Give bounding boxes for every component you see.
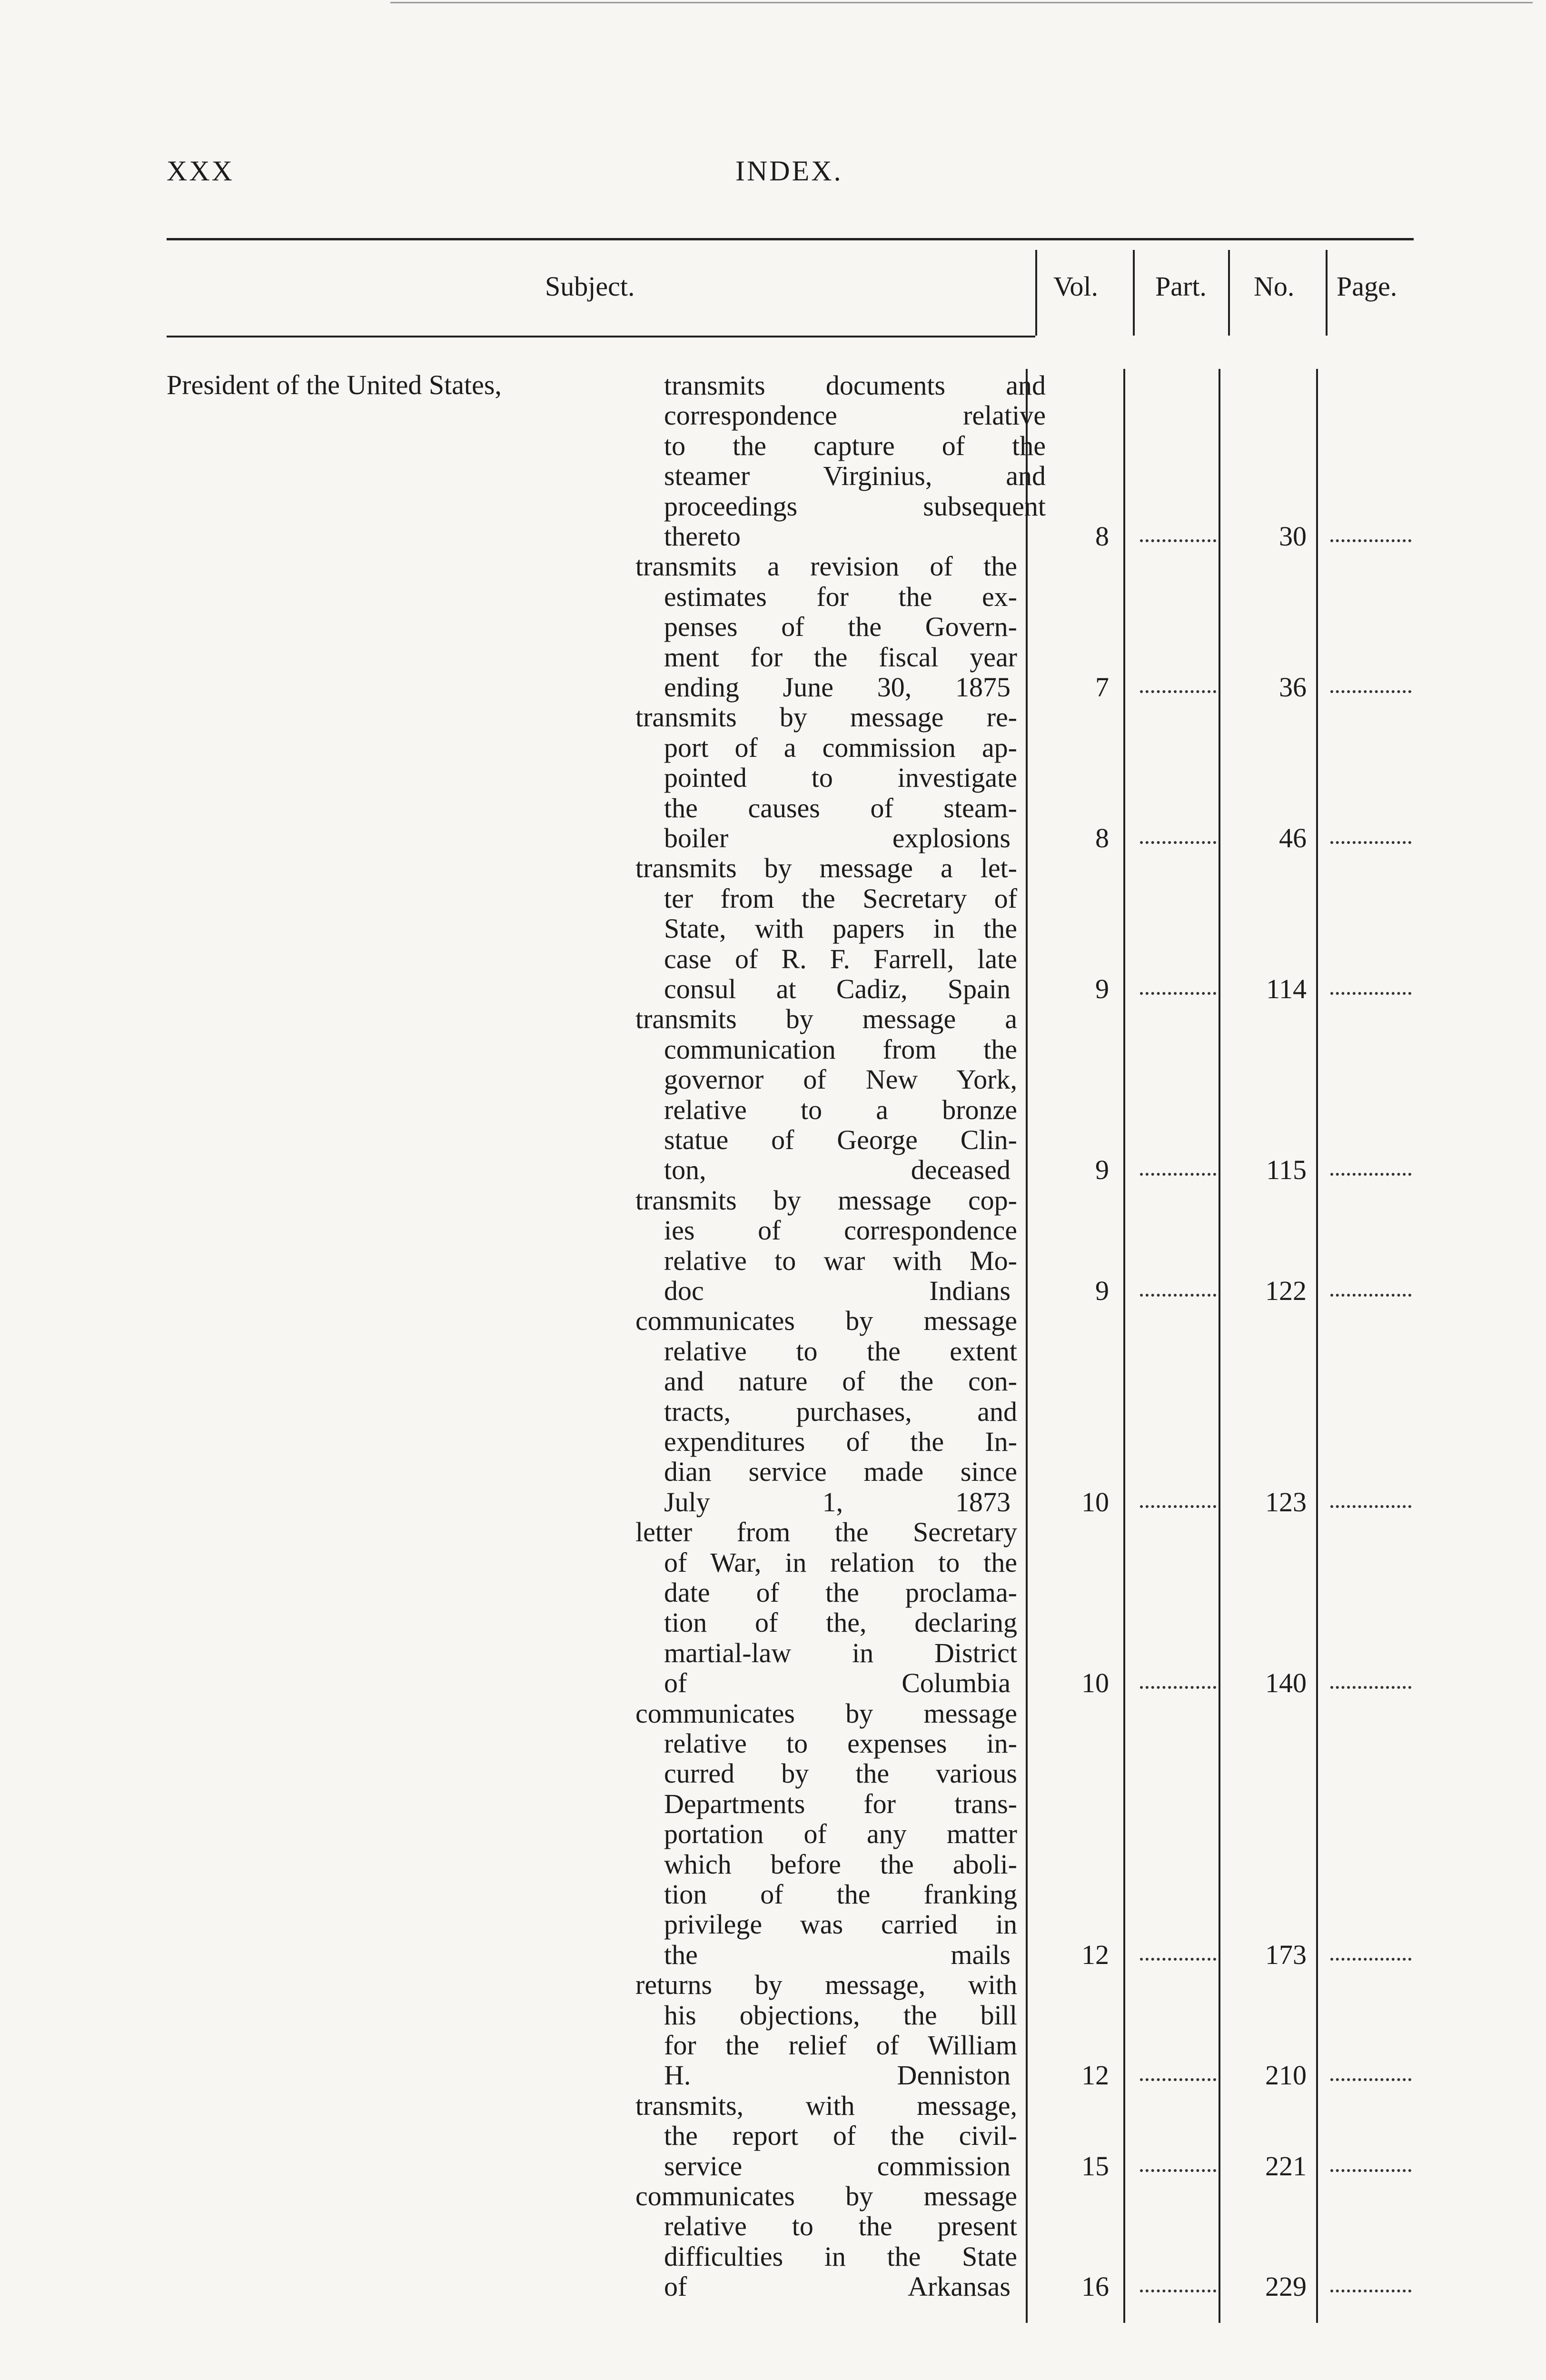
entry-line: governor of New York, [664,1064,1017,1095]
page-dot-leader [1330,1294,1411,1297]
page-top-rule [390,2,1533,3]
entry-line: tracts, purchases, and [664,1396,1017,1427]
entry-line: portation of any matter [664,1818,1017,1850]
entry-line: tion of the, declaring [664,1607,1017,1638]
entry-line: communicates by message [635,1305,1017,1337]
entry-line: case of R. F. Farrell, late [664,943,1017,974]
entry-line: ter from the Secretary of [664,883,1017,914]
entry-line: letter from the Secretary [635,1517,1017,1548]
entry-subject [635,853,1017,1004]
page-dot-leader [1330,1173,1411,1176]
entry-line: privilege was carried in [664,1909,1017,1940]
part-dot-leader [1140,1505,1216,1508]
entry-line: returns by message, with [635,1969,1017,2001]
entry-line: for the relief of William [664,2030,1017,2061]
entry-line: date of the proclama- [664,1577,1017,1608]
entry-line: ies of correspondence [664,1215,1017,1246]
entry-line [664,672,1017,702]
column-divider-no [1326,250,1328,336]
entry-vol: 8 [1095,521,1109,552]
entry-line: transmits by message a let- [635,853,1017,884]
entry-line: communicates by message [635,2181,1017,2211]
entry-line: communicates by message [635,1697,1017,1729]
part-dot-leader [1140,1294,1216,1297]
entry-line-text: of Arkansas [664,2271,1011,2302]
entry-line-text: ending June 30, 1875 [664,672,1011,703]
column-divider-no-body [1316,369,1318,2323]
entry-vol: 9 [1095,1154,1109,1186]
entry-line [664,1668,1017,1698]
entry-vol: 9 [1095,973,1109,1004]
entry-line: State, with papers in the [664,913,1017,944]
entry-line: transmits by message re- [635,702,1017,733]
column-header-page: Page. [1337,271,1397,302]
entry-no: 140 [1265,1667,1307,1699]
entry-line: relative to a bronze [664,1094,1017,1125]
entry-line-text: ton, deceased [664,1154,1011,1186]
entry-vol: 12 [1081,2060,1109,2091]
entry-no: 122 [1265,1275,1307,1306]
entry-no: 221 [1265,2150,1307,2182]
entry-line [664,1155,1017,1185]
part-dot-leader [1140,1686,1216,1689]
entry-line-text: July 1, 1873 [664,1486,1011,1517]
entry-no: 30 [1279,521,1307,552]
entry-no: 114 [1266,973,1307,1004]
entry-line: statue of George Clin- [664,1124,1017,1156]
table-top-rule [167,238,1414,240]
entry-vol: 15 [1081,2150,1109,2182]
entry-line [664,974,1017,1004]
entry-line: difficulties in the State [664,2241,1017,2272]
column-divider-part-body [1219,369,1220,2323]
part-dot-leader [1140,1958,1216,1961]
entry-line-text: service commission [664,2150,1011,2182]
entry-subject [664,370,1046,551]
page-dot-leader [1330,539,1411,542]
column-header-no: No. [1254,271,1295,302]
entry-vol: 10 [1081,1486,1109,1517]
entry-line: which before the aboli- [664,1848,1017,1880]
entry-line [664,2271,1017,2301]
entry-line-text: boiler explosions [664,823,1011,854]
entry-line: proceedings subsequent [664,490,1046,522]
page-dot-leader [1330,2290,1411,2292]
entry-vol: 8 [1095,823,1109,853]
part-dot-leader [1140,539,1216,542]
page-dot-leader [1330,992,1411,995]
entry-line: martial-law in District [664,1637,1017,1668]
entry-line: the causes of steam- [664,792,1017,823]
entry-line: steamer Virginius, and [664,460,1046,492]
page-dot-leader [1330,1505,1411,1508]
entry-line: his objections, the bill [664,1999,1017,2031]
main-entry-heading: President of the United States, [167,369,502,400]
entry-line [664,2060,1017,2090]
part-dot-leader [1140,992,1216,995]
entry-subject [635,1970,1017,2091]
page-dot-leader [1330,2078,1411,2081]
page-folio: XXX [167,155,234,187]
page-dot-leader [1330,841,1411,844]
entry-vol: 9 [1095,1275,1109,1306]
entry-no: 46 [1279,823,1307,853]
entry-subject [635,551,1017,702]
entry-line [664,1487,1017,1517]
entry-line-text: H. Denniston [664,2060,1011,2091]
entry-line: transmits documents and [664,370,1046,401]
entry-line: to the capture of the [664,430,1046,461]
entry-line: and nature of the con- [664,1366,1017,1397]
part-dot-leader [1140,2290,1216,2292]
entry-line: communication from the [664,1033,1017,1065]
entry-no: 115 [1266,1154,1307,1186]
entry-line: estimates for the ex- [664,581,1017,612]
entry-line: transmits by message a [635,1003,1017,1035]
entry-line: ment for the fiscal year [664,641,1017,673]
page-dot-leader [1330,2169,1411,2172]
column-divider-part [1228,250,1230,336]
entry-line [664,521,1046,551]
entry-vol: 16 [1081,2271,1109,2302]
entry-line: relative to expenses in- [664,1728,1017,1759]
entry-line: relative to the present [664,2211,1017,2242]
table-header-rule [167,336,1035,337]
part-dot-leader [1140,1173,1216,1176]
entry-line: expenditures of the In- [664,1426,1017,1458]
entry-line: Departments for trans- [664,1788,1017,1819]
column-header-vol: Vol. [1053,271,1099,302]
entry-line [664,823,1017,853]
column-header-part: Part. [1155,271,1207,302]
entry-subject [635,1185,1017,1306]
page-title: INDEX. [735,155,843,187]
entry-no: 229 [1265,2271,1307,2302]
entry-line: tion of the franking [664,1879,1017,1910]
entry-line: transmits, with message, [635,2090,1017,2121]
column-header-subject: Subject. [545,271,635,302]
entry-subject [635,1004,1017,1185]
entry-line-text: the mails [664,1939,1011,1970]
entry-no: 173 [1265,1939,1307,1970]
entry-vol: 12 [1081,1939,1109,1970]
part-dot-leader [1140,2169,1216,2172]
entry-subject [635,1698,1017,1970]
entry-subject [635,1517,1017,1698]
entry-line: penses of the Govern- [664,611,1017,643]
page-dot-leader [1330,690,1411,693]
entry-line: port of a commission ap- [664,732,1017,763]
entry-line [664,2151,1017,2181]
column-divider-vol [1133,250,1135,336]
entry-line: relative to war with Mo- [664,1245,1017,1276]
entry-line: pointed to investigate [664,762,1017,793]
entry-subject [635,702,1017,853]
entry-no: 123 [1265,1486,1307,1517]
entry-line-text: of Columbia [664,1667,1011,1699]
entry-line-text: consul at Cadiz, Spain [664,973,1011,1005]
entry-line [664,1276,1017,1306]
entry-line: curred by the various [664,1758,1017,1789]
entry-line-text: thereto [664,521,741,552]
entry-line: of War, in relation to the [664,1547,1017,1578]
entry-line: relative to the extent [664,1335,1017,1367]
entry-vol: 7 [1095,672,1109,703]
entry-line [664,1940,1017,1970]
entry-line-text: doc Indians [664,1275,1011,1307]
entry-no: 36 [1279,672,1307,703]
entry-line: transmits by message cop- [635,1184,1017,1216]
entry-subject [635,2181,1017,2302]
page-dot-leader [1330,1958,1411,1961]
entry-line: dian service made since [664,1456,1017,1488]
column-divider-subject [1035,250,1037,336]
entry-no: 210 [1265,2060,1307,2091]
part-dot-leader [1140,841,1216,844]
entry-line: correspondence relative [664,400,1046,431]
part-dot-leader [1140,690,1216,693]
entry-subject [635,2091,1017,2181]
part-dot-leader [1140,2078,1216,2081]
entry-vol: 10 [1081,1667,1109,1699]
entry-subject [635,1306,1017,1517]
entry-line: the report of the civil- [664,2120,1017,2152]
page-dot-leader [1330,1686,1411,1689]
column-divider-vol-body [1123,369,1125,2323]
entry-line: transmits a revision of the [635,551,1017,582]
column-divider-subject-body [1026,369,1028,2323]
